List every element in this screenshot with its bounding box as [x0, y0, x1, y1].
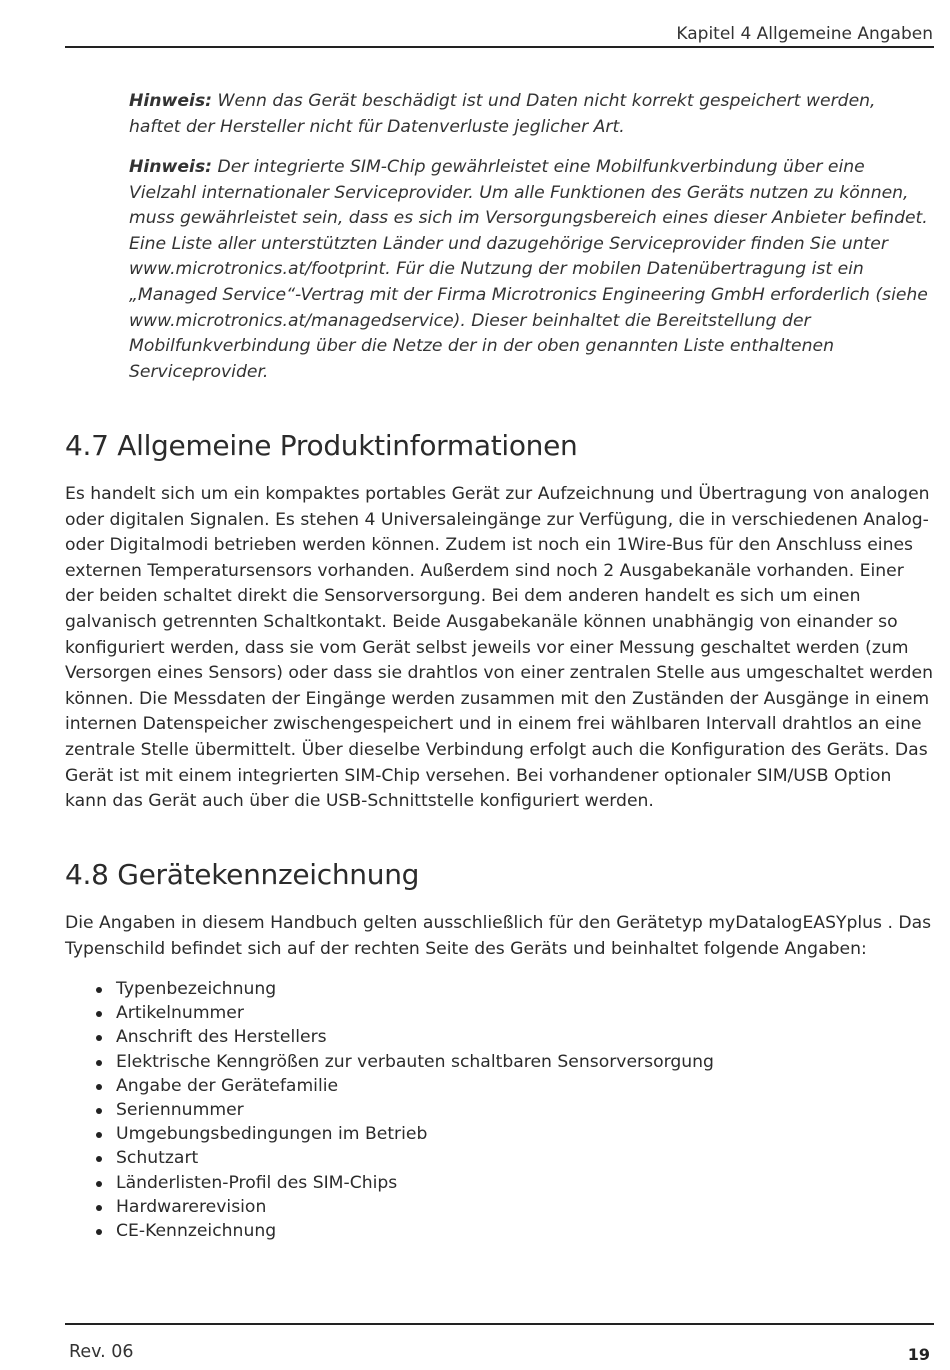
note-sim-chip — [129, 155, 929, 385]
list-item: Länderlisten-Profil des SIM-Chips — [94, 1171, 714, 1195]
list-item: Hardwarerevision — [94, 1195, 714, 1219]
section-body-4-8: Die Angaben in diesem Handbuch gelten ausschließlich für den Gerätetyp myDatalogEASYplus . Das Typenschild befindet sich auf der rechten Seite des Geräts und beinhaltet folgende Angaben: — [65, 913, 932, 959]
list-item: Anschrift des Herstellers — [94, 1025, 714, 1049]
bullet-icon — [96, 1205, 102, 1211]
bullet-icon — [96, 1060, 102, 1066]
section-body-4-7: Es handelt sich um ein kompaktes portables Gerät zur Aufzeichnung und Übertragung von analogen oder digitalen Signalen. Es stehen 4 Universaleingänge zur Verfügung, die in verschiedenen Analog- oder Digitalmodi betrieben werden können. Zudem ist noch ein 1Wire-Bus für den Anschluss eines externen Temperatursensors vorhanden. Außerdem sind noch 2 Ausgabekanäle vorhanden. Einer der beiden schaltet direkt die Sensorversorgung. Bei dem anderen handelt es sich um einen galvanisch getrennten Schaltkontakt. Beide Ausgabekanäle können unabhängig von einander so konfiguriert werden, dass sie vom Gerät selbst jeweils vor einer Messung geschaltet werden (zum Versorgen eines Sensors) oder dass sie drahtlos von einer zentralen Stelle aus umgeschaltet werden können. Die Messdaten der Eingänge werden zusammen mit den Zuständen der Ausgänge in einem internen Datenspeicher zwischengespeichert und in einem frei wählbaren Intervall drahtlos an eine zentrale Stelle übermittelt. Über dieselbe Verbindung erfolgt auch die Konfiguration des Geräts. Das Gerät ist mit einem integrierten SIM-Chip versehen. Bei vorhandener optionaler SIM/USB Option kann das Gerät auch über die USB-Schnittstelle konfiguriert werden. — [65, 484, 933, 812]
header-divider — [65, 46, 934, 48]
list-item: Schutzart — [94, 1146, 714, 1170]
footer-divider — [65, 1323, 934, 1325]
bullet-icon — [96, 987, 102, 993]
list-item: Typenbezeichnung — [94, 977, 714, 1001]
page-number: 19 — [907, 1345, 930, 1364]
bullet-icon — [96, 1181, 102, 1187]
bullet-icon — [96, 1084, 102, 1090]
section-heading-4-7: 4.7 Allgemeine Produktinformationen — [65, 429, 578, 462]
bullet-icon — [96, 1229, 102, 1235]
bullet-icon — [96, 1156, 102, 1162]
nameplate-info-list — [94, 977, 714, 1243]
note-damage — [129, 89, 929, 140]
note-text: Der integrierte SIM-Chip gewährleistet eine Mobilfunkverbindung über eine Vielzahl internationaler Serviceprovider. Um alle Funktionen des Geräts nutzen zu können, muss gewährleistet sein, dass es sich im Versorgungsbereich eines dieser Anbieter befindet. Eine Liste aller unterstützten Länder und dazugehörige Serviceprovider finden Sie unter www.microtronics.at/footprint. Für die Nutzung der mobilen Datenübertragung ist ein „Managed Service“-Vertrag mit der Firma Microtronics Engineering GmbH erforderlich (siehe www.microtronics.at/managedservice). Dieser beinhaltet die Bereitstellung der Mobilfunkverbindung über die Netze der in der oben genannten Liste enthaltenen Serviceprovider. — [129, 157, 928, 382]
note-label: Hinweis: — [129, 91, 213, 111]
bullet-icon — [96, 1132, 102, 1138]
bullet-icon — [96, 1035, 102, 1041]
note-label: Hinweis: — [129, 157, 213, 177]
bullet-icon — [96, 1108, 102, 1114]
list-item: Elektrische Kenngrößen zur verbauten schaltbaren Sensorversorgung — [94, 1050, 714, 1074]
list-item: Angabe der Gerätefamilie — [94, 1074, 714, 1098]
chapter-title: Kapitel 4 Allgemeine Angaben — [676, 24, 933, 44]
revision-label: Rev. 06 — [69, 1342, 134, 1362]
section-heading-4-8: 4.8 Gerätekennzeichnung — [65, 858, 420, 891]
bullet-icon — [96, 1011, 102, 1017]
list-item: CE-Kennzeichnung — [94, 1219, 714, 1243]
list-item: Seriennummer — [94, 1098, 714, 1122]
list-item: Artikelnummer — [94, 1001, 714, 1025]
list-item: Umgebungsbedingungen im Betrieb — [94, 1122, 714, 1146]
note-text: Wenn das Gerät beschädigt ist und Daten nicht korrekt gespeichert werden, haftet der Hersteller nicht für Datenverluste jeglicher Art. — [129, 91, 876, 137]
